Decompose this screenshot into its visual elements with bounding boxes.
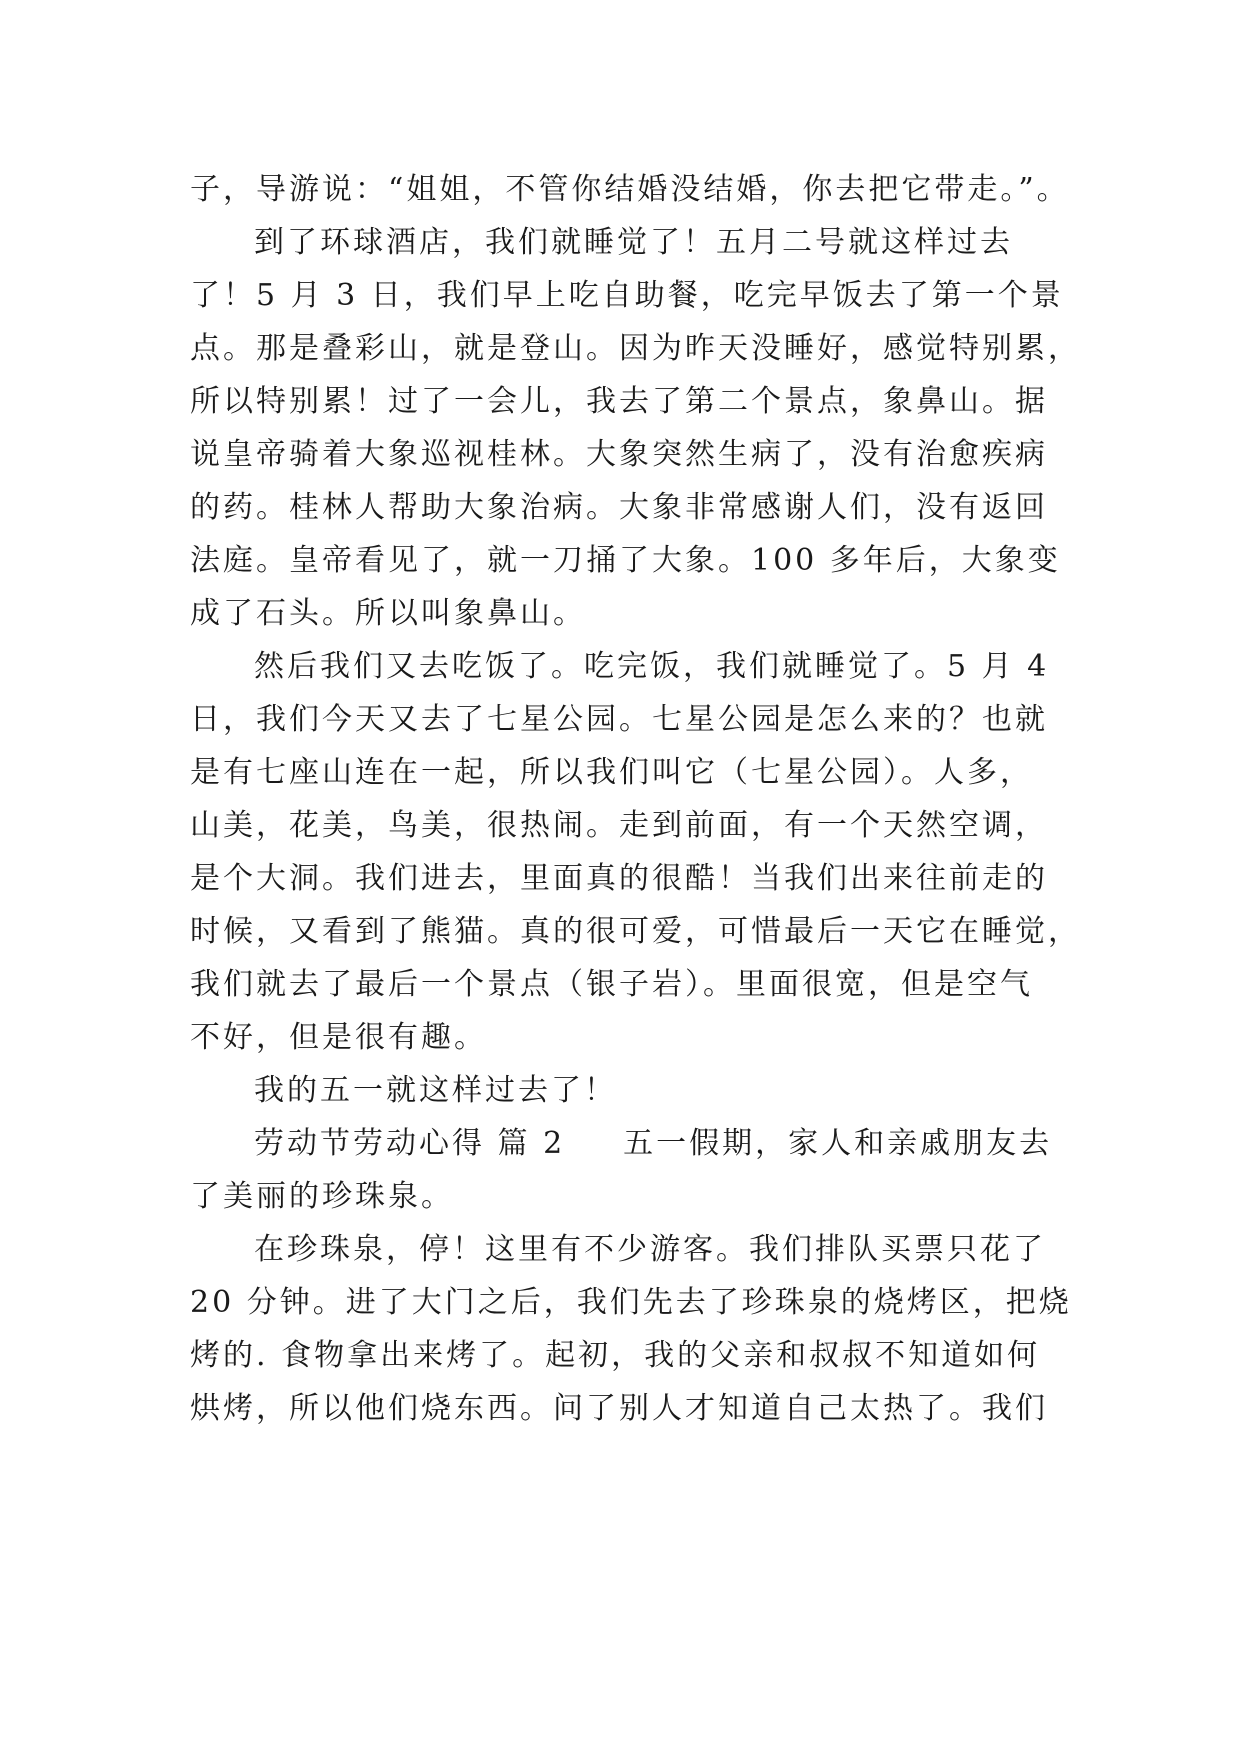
section-heading: 劳动节劳动心得 篇 2 [254, 1126, 566, 1161]
paragraph-line: 不好，但是很有趣。 [190, 1020, 487, 1055]
paragraph-line: 点。那是叠彩山，就是登山。因为昨天没睡好，感觉特别累， [190, 331, 1081, 366]
paragraph-line: 说皇帝骑着大象巡视桂林。大象突然生病了，没有治愈疾病 [190, 437, 1048, 472]
paragraph-line: 我们就去了最后一个景点（银子岩）。里面很宽，但是空气 [190, 967, 1033, 1002]
paragraph-line: 我的五一就这样过去了！ [254, 1073, 617, 1108]
paragraph-line: 的药。桂林人帮助大象治病。大象非常感谢人们，没有返回 [190, 490, 1048, 525]
paragraph-line: 在珍珠泉，停！这里有不少游客。我们排队买票只花了 [254, 1232, 1046, 1267]
paragraph-line: 日，我们今天又去了七星公园。七星公园是怎么来的？也就 [190, 702, 1048, 737]
paragraph-line: 所以特别累！过了一会儿，我去了第二个景点，象鼻山。据 [190, 384, 1048, 419]
paragraph-line: 时候，又看到了熊猫。真的很可爱，可惜最后一天它在睡觉， [190, 914, 1081, 949]
section-intro: 五一假期，家人和亲戚朋友去 [623, 1126, 1053, 1161]
paragraph-line: 烤的. 食物拿出来烤了。起初，我的父亲和叔叔不知道如何 [190, 1338, 1041, 1373]
paragraph-line: 烘烤，所以他们烧东西。问了别人才知道自己太热了。我们 [190, 1391, 1048, 1426]
paragraph-line: 山美，花美，鸟美，很热闹。走到前面，有一个天然空调， [190, 808, 1048, 843]
paragraph-line: 法庭。皇帝看见了，就一刀捅了大象。100 多年后，大象变 [190, 543, 1061, 578]
paragraph-line: 到了环球酒店，我们就睡觉了！五月二号就这样过去 [254, 225, 1013, 260]
paragraph-line: 是个大洞。我们进去，里面真的很酷！当我们出来往前走的 [190, 861, 1048, 896]
paragraph-line: 了美丽的珍珠泉。 [190, 1179, 454, 1214]
paragraph-line: 子，导游说：“姐姐，不管你结婚没结婚，你去把它带走。”。 [190, 172, 1070, 207]
paragraph-line: 然后我们又去吃饭了。吃完饭，我们就睡觉了。5 月 4 [254, 649, 1050, 684]
document-body [190, 163, 1081, 1435]
paragraph-line: 了！5 月 3 日，我们早上吃自助餐，吃完早饭去了第一个景 [190, 278, 1064, 313]
paragraph-line: 20 分钟。进了大门之后，我们先去了珍珠泉的烧烤区，把烧 [190, 1285, 1072, 1320]
paragraph-line: 是有七座山连在一起，所以我们叫它（七星公园）。人多， [190, 755, 1033, 790]
section-heading-line [190, 1117, 1070, 1170]
paragraph-line: 成了石头。所以叫象鼻山。 [190, 596, 586, 631]
